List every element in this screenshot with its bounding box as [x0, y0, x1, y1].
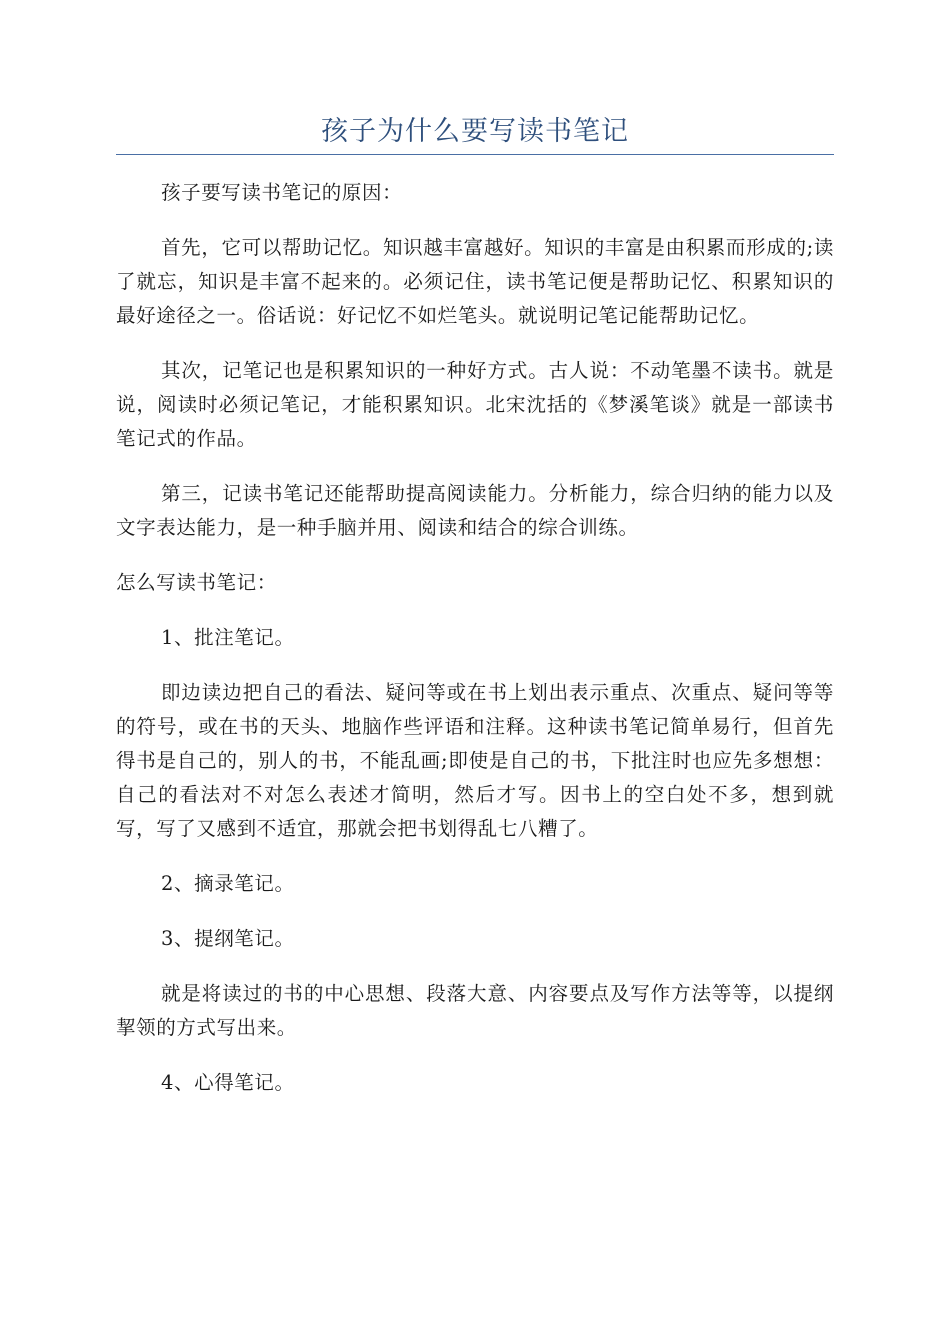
- list-item-annotation-notes: 1、批注笔记。: [161, 626, 295, 649]
- paragraph-reasons-heading: 孩子要写读书笔记的原因：: [161, 181, 403, 204]
- paragraph-annotation-notes-detail: 即边读边把自己的看法、疑问等或在书上划出表示重点、次重点、疑问等等的符号，或在书的天头、地脑作些评语和注释。这种读书笔记简单易行，但首先得书是自己的，别人的书，不能乱画;即使是自己的书，下批注时也应先多想想：自己的看法对不对怎么表述才简明，然后才写。因书上的空白处不多，想到就写，写了又感到不适宜，那就会把书划得乱七八糟了。: [116, 681, 834, 840]
- list-item-reflection-notes: 4、心得笔记。: [161, 1071, 295, 1094]
- list-item-excerpt-notes: 2、摘录笔记。: [161, 872, 295, 895]
- paragraph-third-reason: 第三，记读书笔记还能帮助提高阅读能力。分析能力，综合归纳的能力以及文字表达能力，是一种手脑并用、阅读和结合的综合训练。: [116, 482, 834, 539]
- title-underline: [116, 154, 834, 155]
- paragraph-first-reason: 首先，它可以帮助记忆。知识越丰富越好。知识的丰富是由积累而形成的;读了就忘，知识是丰富不起来的。必须记住，读书笔记便是帮助记忆、积累知识的最好途径之一。俗话说：好记忆不如烂笔头。就说明记笔记能帮助记忆。: [116, 236, 834, 327]
- document-body: [116, 176, 834, 1121]
- paragraph-second-reason: 其次，记笔记也是积累知识的一种好方式。古人说：不动笔墨不读书。就是说，阅读时必须记笔记，才能积累知识。北宋沈括的《梦溪笔谈》就是一部读书笔记式的作品。: [116, 359, 834, 450]
- paragraph-outline-notes-detail: 就是将读过的书的中心思想、段落大意、内容要点及写作方法等等，以提纲挈领的方式写出来。: [116, 982, 834, 1039]
- document-title: 孩子为什么要写读书笔记: [321, 116, 629, 147]
- list-item-outline-notes: 3、提纲笔记。: [161, 927, 295, 950]
- paragraph-how-to-heading: 怎么写读书笔记：: [116, 571, 277, 594]
